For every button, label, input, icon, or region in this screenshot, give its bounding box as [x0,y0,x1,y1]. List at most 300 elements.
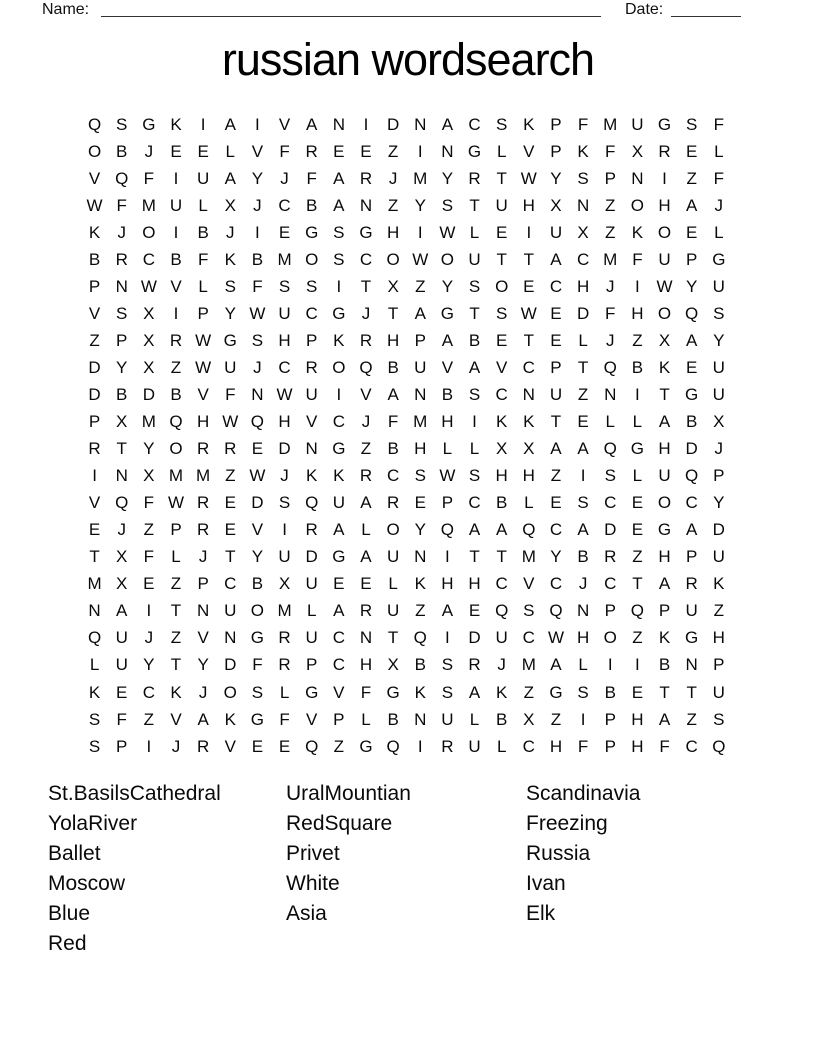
grid-letter: I [417,141,423,161]
grid-letter: G [359,222,373,242]
grid-letter: D [712,520,725,540]
grid-letter: S [441,682,454,702]
grid-letter: P [306,655,318,675]
grid-letter: H [386,222,400,242]
grid-letter: A [197,709,209,729]
grid-letter: Y [685,276,698,296]
grid-letter: S [468,466,481,486]
grid-letter: I [255,222,260,242]
grid-letter: H [631,736,644,756]
grid-letter: K [414,574,426,594]
grid-letter: B [116,141,128,161]
grid-letter: T [496,249,507,269]
grid-letter: I [282,520,287,540]
grid-letter: F [605,141,616,161]
grid-letter: X [143,466,155,486]
grid-letter: K [496,682,508,702]
grid-letter: S [333,222,345,242]
grid-letter: X [116,574,128,594]
grid-letter: K [631,222,644,242]
grid-letter: E [197,141,209,161]
grid-letter: J [605,330,615,350]
grid-letter: P [604,736,616,756]
grid-letter: I [173,222,179,242]
grid-letter: Z [550,466,562,486]
grid-letter: H [278,412,291,432]
wordsearch-grid [81,111,732,760]
grid-letter: L [469,222,480,242]
grid-letter: Z [387,195,399,215]
grid-letter: P [441,493,454,513]
grid-letter: F [197,249,209,269]
grid-letter: L [469,439,480,459]
grid-letter: A [360,493,372,513]
grid-letter: A [550,249,562,269]
grid-letter: Y [251,168,264,188]
grid-letter: G [712,249,726,269]
grid-letter: F [577,736,589,756]
grid-letter: N [196,601,210,621]
grid-letter: C [468,493,481,513]
date-label: Date: [625,1,664,18]
grid-letter: I [580,466,586,486]
grid-letter: H [386,330,400,350]
grid-letter: F [387,412,399,432]
grid-letter: L [361,709,371,729]
grid-letter: F [252,655,263,675]
grid-letter: H [576,628,590,648]
grid-letter: C [142,249,155,269]
grid-letter: A [387,384,399,404]
grid-letter: L [714,141,724,161]
grid-letter: W [276,384,293,404]
grid-letter: W [547,628,564,648]
grid-letter: F [605,303,616,323]
grid-letter: C [549,520,563,540]
grid-letter: O [169,439,183,459]
grid-letter: L [198,195,208,215]
grid-letter: A [333,195,345,215]
grid-letter: H [522,195,535,215]
grid-letter: H [414,439,427,459]
grid-letter: H [441,574,454,594]
grid-letter: W [86,195,103,215]
grid-letter: R [278,628,291,648]
grid-letter: E [496,330,508,350]
grid-letter: F [143,547,155,567]
grid-letter: L [632,412,643,432]
grid-letter: U [712,384,725,404]
grid-letter: A [468,357,481,377]
grid-letter: T [496,547,507,567]
grid-letter: L [279,682,290,702]
grid-letter: L [225,141,235,161]
grid-letter: J [714,439,724,459]
grid-letter: L [469,709,480,729]
grid-letter: I [336,276,342,296]
grid-letter: O [657,493,672,513]
grid-letter: Q [250,412,265,432]
grid-letter: T [686,682,697,702]
grid-letter: M [277,249,292,269]
grid-letter: C [142,682,155,702]
grid-letter: D [386,114,400,134]
grid-letter: X [550,195,562,215]
grid-letter: A [685,330,698,350]
grid-letter: L [578,330,588,350]
grid-letter: Q [685,303,699,323]
grid-letter: U [495,195,508,215]
grid-letter: J [253,195,262,215]
grid-letter: F [632,249,643,269]
grid-letter: Q [115,168,129,188]
grid-letter: H [658,439,671,459]
grid-letter: Z [632,628,643,648]
grid-letter: T [225,547,236,567]
grid-letter: E [550,303,562,323]
grid-letter: P [116,736,128,756]
grid-letter: B [496,709,508,729]
grid-letter: Z [686,168,697,188]
grid-letter: D [88,357,101,377]
grid-letter: Y [441,276,454,296]
grid-letter: T [170,655,182,675]
grid-letter: Q [440,520,455,540]
grid-letter: S [713,709,725,729]
grid-letter: F [306,168,317,188]
grid-letter: S [333,249,345,269]
grid-letter: K [224,709,236,729]
grid-letter: J [198,682,208,702]
grid-letter: D [251,493,264,513]
grid-letter: R [359,601,373,621]
grid-letter: S [251,330,264,350]
grid-letter: G [250,628,265,648]
grid-letter: Y [713,330,725,350]
grid-letter: D [305,547,318,567]
word-item: Moscow [48,872,126,895]
grid-letter: R [88,439,101,459]
grid-letter: X [143,330,155,350]
grid-letter: S [278,493,291,513]
grid-letter: K [88,222,101,242]
grid-letter: C [332,628,345,648]
grid-letter: C [305,303,318,323]
grid-letter: N [251,384,264,404]
grid-letter: U [549,384,563,404]
grid-letter: Z [143,520,155,540]
grid-letter: P [88,276,101,296]
grid-letter: U [115,655,128,675]
grid-letter: U [495,628,508,648]
grid-letter: I [445,628,450,648]
grid-letter: X [713,412,725,432]
grid-letter: V [88,493,101,513]
grid-letter: I [635,655,640,675]
grid-letter: N [576,601,590,621]
grid-letter: K [170,114,182,134]
grid-letter: J [171,736,181,756]
word-item: Red [48,932,87,955]
grid-letter: D [224,655,237,675]
grid-letter: L [496,736,507,756]
grid-letter: B [170,249,182,269]
grid-letter: S [496,114,508,134]
grid-letter: U [386,601,400,621]
name-blank-line [101,0,601,17]
grid-letter: U [631,114,644,134]
grid-letter: R [305,520,318,540]
grid-letter: S [496,303,508,323]
grid-letter: U [196,168,210,188]
grid-letter: W [140,276,157,296]
grid-letter: K [170,682,182,702]
grid-letter: Y [224,303,236,323]
grid-letter: B [88,249,101,269]
grid-letter: C [278,357,291,377]
grid-letter: W [412,249,429,269]
grid-letter: W [520,303,537,323]
grid-letter: S [441,655,454,675]
grid-letter: N [414,709,427,729]
grid-letter: E [631,682,644,702]
grid-letter: O [630,195,644,215]
grid-letter: E [523,276,535,296]
grid-letter: V [88,303,101,323]
grid-letter: X [116,547,128,567]
grid-letter: M [196,466,211,486]
grid-letter: Y [414,195,426,215]
grid-letter: E [224,493,236,513]
grid-letter: A [550,439,562,459]
grid-letter: R [196,439,210,459]
grid-letter: N [305,439,318,459]
grid-letter: M [603,249,618,269]
grid-letter: J [253,357,262,377]
grid-letter: E [496,222,508,242]
grid-letter: S [713,303,725,323]
grid-letter: U [549,222,563,242]
grid-letter: D [278,439,291,459]
grid-letter: F [225,384,236,404]
grid-letter: P [685,249,698,269]
grid-letter: A [685,520,698,540]
grid-letter: P [88,412,101,432]
grid-letter: P [550,357,562,377]
grid-letter: C [604,493,617,513]
grid-letter: W [249,303,266,323]
grid-letter: B [251,574,264,594]
grid-letter: B [116,384,128,404]
grid-letter: H [495,466,508,486]
word-item: RedSquare [286,812,393,835]
grid-letter: S [577,168,589,188]
grid-letter: B [197,222,209,242]
grid-letter: A [414,303,426,323]
grid-letter: S [306,276,318,296]
grid-letter: L [496,141,507,161]
grid-letter: W [195,330,212,350]
grid-letter: C [332,655,345,675]
grid-letter: H [631,709,644,729]
grid-letter: P [197,303,209,323]
grid-letter: G [305,222,319,242]
grid-letter: K [88,682,101,702]
grid-letter: U [441,709,454,729]
grid-letter: G [657,520,672,540]
grid-letter: X [387,276,399,296]
grid-letter: Q [495,601,509,621]
grid-letter: B [306,195,318,215]
grid-letter: Y [414,520,426,540]
word-item: Russia [526,842,591,865]
word-item: Ivan [526,872,566,895]
grid-letter: D [576,303,590,323]
grid-letter: O [386,249,400,269]
grid-letter: E [116,682,128,702]
word-item: Blue [48,902,91,925]
grid-letter: R [278,655,291,675]
grid-letter: C [549,574,563,594]
grid-letter: Y [143,655,155,675]
word-item: UralMountian [286,782,411,805]
grid-letter: B [604,682,616,702]
grid-letter: E [685,357,698,377]
grid-letter: D [468,628,481,648]
grid-letter: U [712,276,725,296]
grid-letter: P [197,574,209,594]
grid-letter: T [632,574,643,594]
grid-letter: G [630,439,644,459]
grid-letter: U [658,249,671,269]
grid-letter: F [279,709,290,729]
grid-letter: M [521,547,536,567]
grid-letter: L [89,655,100,675]
grid-letter: D [604,520,617,540]
grid-letter: W [656,276,673,296]
grid-letter: F [116,709,127,729]
grid-letter: L [714,222,724,242]
grid-letter: B [414,655,426,675]
grid-letter: S [441,195,454,215]
grid-letter: Z [415,601,426,621]
grid-letter: I [146,736,152,756]
sheet-header [0,0,816,22]
grid-letter: Q [413,628,427,648]
grid-letter: X [278,574,291,594]
word-item: St.BasilsCathedral [48,782,221,805]
grid-letter: K [333,466,345,486]
grid-letter: C [522,628,535,648]
grid-letter: U [278,547,291,567]
grid-letter: Q [603,439,617,459]
grid-letter: B [685,412,698,432]
grid-letter: S [278,276,291,296]
grid-letter: V [306,709,318,729]
grid-letter: J [714,195,724,215]
grid-letter: R [685,574,698,594]
grid-letter: O [657,303,672,323]
grid-letter: W [249,466,266,486]
grid-letter: H [196,412,210,432]
grid-letter: X [143,357,155,377]
grid-letter: U [332,493,345,513]
grid-letter: G [332,439,346,459]
grid-letter: S [88,736,101,756]
grid-letter: Z [89,330,100,350]
grid-letter: I [417,222,423,242]
grid-letter: A [441,601,454,621]
grid-letter: W [439,222,456,242]
grid-letter: R [658,141,671,161]
grid-letter: X [387,655,399,675]
grid-letter: U [414,357,427,377]
grid-letter: Y [713,493,725,513]
grid-letter: I [173,168,179,188]
grid-letter: P [116,330,128,350]
grid-letter: T [116,439,127,459]
grid-letter: L [171,547,181,567]
grid-letter: G [440,303,455,323]
grid-letter: E [88,520,101,540]
grid-letter: Z [225,466,236,486]
grid-letter: H [576,276,590,296]
grid-letter: C [549,276,563,296]
grid-letter: U [305,628,318,648]
grid-letter: K [414,682,426,702]
grid-letter: Q [87,114,102,134]
grid-letter: M [413,412,428,432]
grid-letter: X [143,303,155,323]
grid-letter: O [250,601,265,621]
grid-letter: I [255,114,260,134]
grid-letter: S [414,466,426,486]
grid-letter: P [713,655,725,675]
grid-letter: B [441,384,454,404]
grid-letter: J [361,303,371,323]
word-item: White [286,872,340,895]
grid-letter: U [224,357,237,377]
grid-letter: U [685,601,698,621]
grid-letter: E [685,222,698,242]
grid-letter: O [223,682,237,702]
grid-letter: N [441,141,454,161]
grid-letter: T [496,168,507,188]
grid-letter: P [685,547,698,567]
word-item: YolaRiver [48,812,138,835]
grid-letter: I [146,601,152,621]
grid-letter: C [522,357,535,377]
grid-letter: A [658,574,671,594]
grid-letter: E [414,493,426,513]
grid-letter: E [360,574,372,594]
grid-letter: S [577,493,589,513]
grid-letter: W [439,466,456,486]
grid-letter: G [685,384,699,404]
grid-letter: L [524,493,534,513]
grid-letter: T [550,412,562,432]
grid-letter: A [306,114,318,134]
grid-letter: C [224,574,237,594]
word-item: Asia [286,902,327,925]
grid-letter: D [88,384,101,404]
grid-letter: Z [360,439,372,459]
grid-letter: I [92,466,97,486]
grid-letter: Y [550,547,562,567]
grid-letter: N [332,114,345,134]
grid-letter: D [142,384,155,404]
grid-letter: V [224,736,236,756]
